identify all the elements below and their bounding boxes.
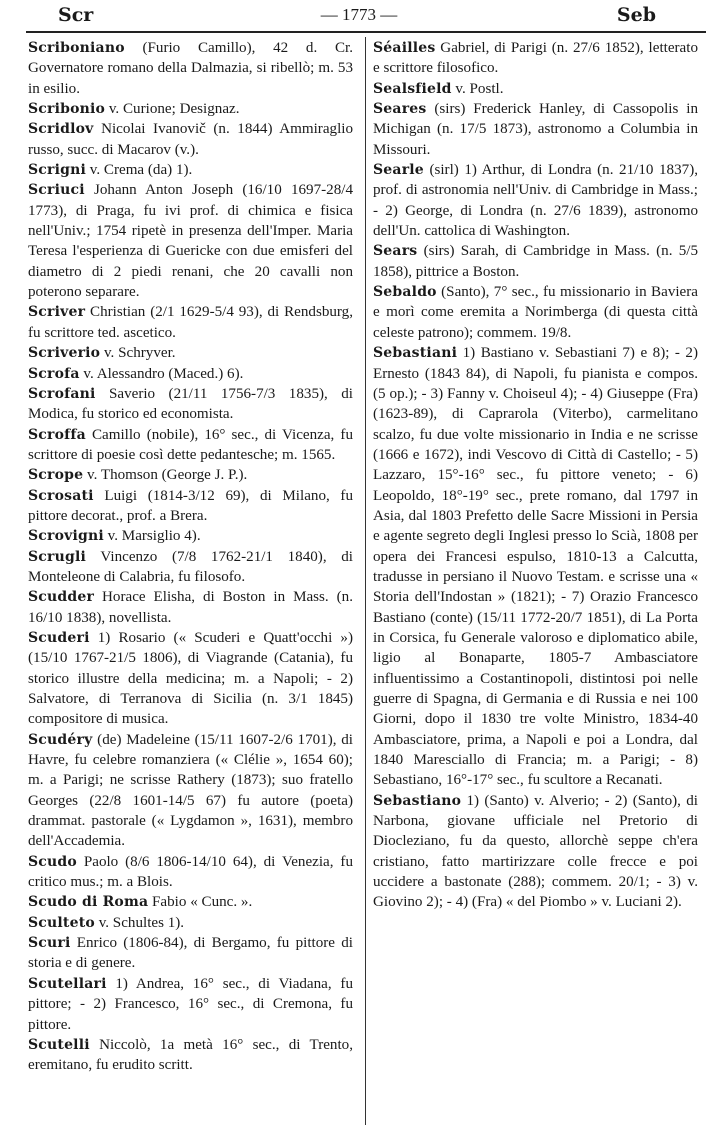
dictionary-entry [373,241,698,282]
entry-text: v. Schryver. [100,345,176,362]
entry-text: v. Curione; Designaz. [105,101,240,118]
dictionary-entry [28,465,353,485]
dictionary-entry [373,99,698,160]
entry-headword: Scutellari [28,975,107,992]
entry-text: v. Postl. [451,80,504,97]
dictionary-entry [28,38,353,99]
page-number: — 1773 — [320,5,398,24]
entry-text: Christian (2/1 1629-5/4 93), di Rendsburg, fu scrittore ted. ascetico. [28,304,353,341]
entry-headword: Scutelli [28,1036,90,1053]
entry-text: Camillo (nobile), 16° sec., di Vicenza, fu scrittore di poesie così dette pedantesche; m. 1565. [28,426,353,463]
entry-text: 1) Bastiano v. Sebastiani 7) e 8); - 2) Ernesto (1843 84), di Napoli, fu pianista e compos. (5 op.); - 3) Fanny v. Choiseul 4); - 4) Giuseppe (Fra) (1623-89), di Caprarola (Viterbo), carmelitano scalzo, fu due volte missionario in India e ne scrisse (1666 e 1672), indi Vescovo di Città di Castello; - 5) Lazzaro, 15°-16° sec., fu pittore veneto; - 6) Leopoldo, 18°-19° sec., prete romano, dal 1797 in Asia, dal 1803 Prefetto delle Sacre Missioni in Persia e agente segreto degli Inglesi presso lo Scià, 1808 per opera dei Francesi espulso, 1810-13 a Calcutta, tradusse in persiano il Nuovo Testam. e scrisse una « Storia dell'Indostan » (1821); - 7) Orazio Francesco Bastiano (conte) (15/11 1772-20/7 1851), di La Porta in Corsica, fu Generale valoroso e diplomatico abile, ligio al Bonaparte, 1805-7 Ambasciatore influentissimo a Costantinopoli, distintosi poi nelle guerre di Spagna, di Germania e di Russia e nei 100 Giorni, dopo il 1830 tre volte Ministro, 1834-40 Ambasciatore, prima, a Napoli e poi a Londra, dal 1840 Maresciallo di Francia; m. a Parigi; - 8) Sebastiano, 16°-17° sec., fu scultore a Recanati. [373,345,698,789]
entry-headword: Scuderi [28,629,90,646]
dictionary-entry [28,302,353,343]
entry-headword: Scriuci [28,182,85,199]
left-column [28,38,353,1130]
entry-headword: Scroffa [28,426,86,443]
entry-headword: Scriverio [28,345,101,362]
page-header [0,0,718,32]
entry-text: Nicolai Ivanovič (n. 1844) Ammiraglio russo, succ. di Macarov (v.). [28,121,353,158]
entry-headword: Scudo di Roma [28,894,149,911]
entry-text: Saverio (21/11 1756-7/3 1835), di Modica, fu storico ed economista. [28,385,353,423]
entry-headword: Sebaldo [373,284,437,301]
entry-text: (Santo), 7° sec., fu missionario in Baviera e morì come eremita a Norimberga (di questa città celeste patrono); commem. 19/8. [373,284,698,341]
entry-headword: Sculteto [28,914,95,931]
entry-headword: Scudo [28,853,77,870]
dictionary-entry [28,852,353,893]
entry-headword: Scriver [28,304,86,321]
entry-text: 1) Andrea, 16° sec., di Viadana, fu pittore; - 2) Francesco, 16° sec., di Cremona, fu pittore. [28,975,353,1033]
dictionary-entry [28,486,353,527]
dictionary-entry [28,526,353,546]
entry-headword: Scrosati [28,487,94,504]
dictionary-entry [28,180,353,302]
entry-headword: Sebastiani [373,345,458,362]
entry-text: Vincenzo (7/8 1762-21/1 1840), di Monteleone di Calabria, fu filosofo. [28,548,353,585]
entry-text: (de) Madeleine (15/11 1607-2/6 1701), di Havre, fu celebre romanziera (« Clélie », 1654 60); m. a Parigi; ne scrisse Rathery (1873); suo fratello Georges (22/8 1601-14/5 67) fu autore (poeta) drammat. pastorale (« Lygdamon », 1631), membro dell'Accademia. [28,731,353,850]
dictionary-entry [28,547,353,588]
entry-headword: Séailles [373,40,436,56]
entry-text: (sirl) 1) Arthur, di Londra (n. 21/10 1837), prof. di astronomia nell'Univ. di Cambridge in Mass.; - 2) George, di Londra (n. 27/6 1839), astronomo dell'Un. cattolica di Washington. [373,162,698,240]
entry-text: (sirs) Frederick Hanley, di Cassopolis in Michigan (n. 17/5 1873), astronomo a Columbia in Missouri. [373,101,698,158]
entry-headword: Scriboniano [28,40,125,56]
dictionary-entry [28,343,353,363]
dictionary-entry [28,364,353,384]
column-divider [365,37,366,1125]
dictionary-entry [28,99,353,119]
dictionary-entry [28,384,353,425]
entry-text: v. Marsiglio 4). [103,528,201,545]
dictionary-entry [373,160,698,241]
dictionary-entry [28,730,353,852]
dictionary-entry [28,119,353,160]
dictionary-entry [373,282,698,343]
entry-text: Niccolò, 1a metà 16° sec., di Trento, eremitano, fu erudito scritt. [28,1036,353,1074]
dictionary-entry [373,791,698,913]
dictionary-entry [373,38,698,79]
dictionary-entry [28,974,353,1035]
entry-headword: Scribonio [28,101,106,118]
dictionary-entry [28,913,353,933]
entry-headword: Sebastiano [373,792,462,809]
entry-headword: Scrigni [28,162,87,179]
dictionary-entry [28,1035,353,1076]
entry-text: v. Crema (da) 1). [86,162,193,179]
entry-text: v. Thomson (George J. P.). [83,467,248,484]
dictionary-entry [28,425,353,466]
header-rule [26,31,706,33]
entry-headword: Scrope [28,467,84,484]
dictionary-entry [28,628,353,730]
entry-headword: Scudder [28,589,95,606]
entry-text: Fabio « Cunc. ». [148,894,253,911]
entry-headword: Sealsfield [373,80,452,97]
entry-text: Luigi (1814-3/12 69), di Milano, fu pittore decorat., prof. a Brera. [28,487,353,524]
dictionary-entry [373,79,698,99]
entry-text: v. Alessandro (Maced.) 6). [79,365,244,382]
entry-headword: Searle [373,162,424,179]
entry-text: (sirs) Sarah, di Cambridge in Mass. (n. 5/5 1858), pittrice a Boston. [373,243,698,280]
entry-text: v. Schultes 1). [94,914,185,931]
entry-headword: Scudéry [28,731,93,748]
entry-headword: Scridlov [28,121,94,138]
right-column [373,38,698,1130]
entry-text: 1) (Santo) v. Alverio; - 2) (Santo), di Narbona, giovane ufficiale nel Pretorio di Diocleziano, fu da questo, allorchè seppe ch'era cristiano, fatto martirizzare colle frecce e poi uccidere a bastonate (288); commem. 20/1; - 3) v. Giovino 2); - 4) (Fra) « del Piombo » v. Luciani 2). [373,792,698,911]
entry-headword: Scrofa [28,365,80,382]
entry-headword: Sears [373,243,418,260]
entry-text: Horace Elisha, di Boston in Mass. (n. 16/10 1838), novellista. [28,589,353,626]
entry-text: Johann Anton Joseph (16/10 1697-28/4 1773), di Praga, fu ivi prof. di chimica e fisica nell'Univ.; 1754 ripetè in presenza dell'Imper. Maria Teresa l'esperienza di Guericke con due emisferi del diametro di 2 piedi renani, che 20 cavalli non poterono separare. [28,182,353,301]
header-right-guideword: Seb [616,4,656,26]
entry-headword: Scuri [28,935,71,952]
entry-text: Enrico (1806-84), di Bergamo, fu pittore di storia e di genere. [28,935,353,972]
entry-text: Gabriel, di Parigi (n. 27/6 1852), letterato e scrittore filosofico. [373,40,698,77]
entry-text: 1) Rosario (« Scuderi e Quatt'occhi ») (15/10 1767-21/5 1806), di Viagrande (Catania), fu storico illustre della medicina; m. a Napoli; - 2) Salvatore, di Terranova di Sicilia (n. 3/1 1845) compositore di musica. [28,629,353,728]
entry-text: (Furio Camillo), 42 d. Cr. Governatore romano della Dalmazia, si ribellò; m. 53 in esilio. [28,40,353,97]
entry-headword: Scrofani [28,385,96,402]
dictionary-entry [28,160,353,180]
entry-headword: Scrugli [28,548,87,565]
entry-headword: Seares [373,101,427,118]
dictionary-entry [28,933,353,974]
entry-headword: Scrovigni [28,528,104,545]
dictionary-entry [28,587,353,628]
header-left-guideword: Scr [58,4,94,26]
entry-text: Paolo (8/6 1806-14/10 64), di Venezia, fu critico mus.; m. a Blois. [28,853,353,891]
dictionary-entry [28,892,353,912]
dictionary-entry [373,343,698,791]
